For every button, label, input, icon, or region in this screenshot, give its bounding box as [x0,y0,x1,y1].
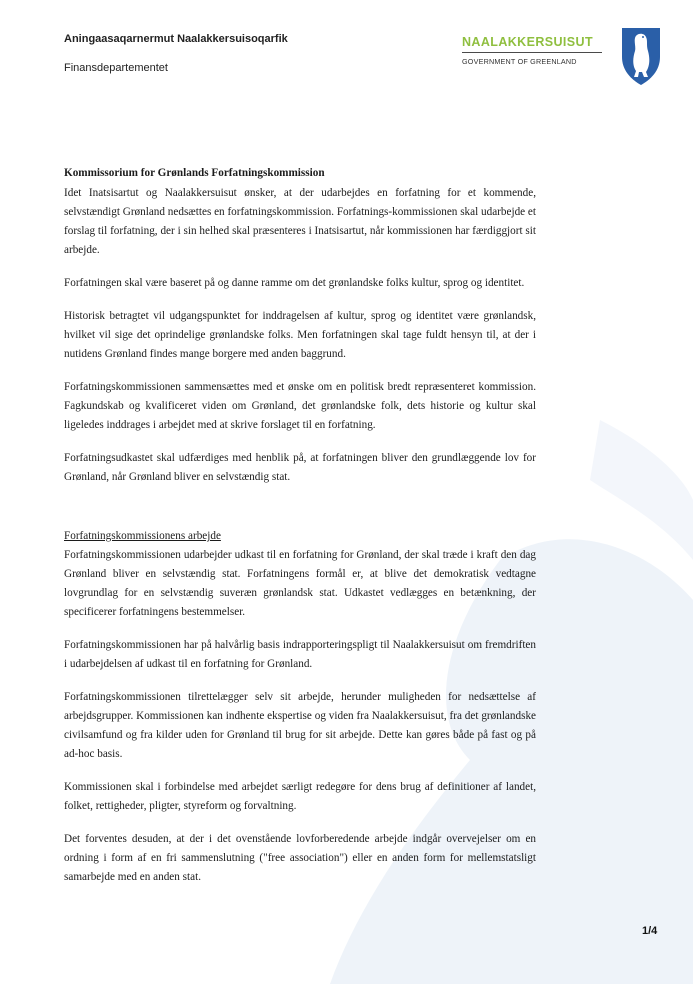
paragraph: Idet Inatsisartut og Naalakkersuisut ønsker, at der udarbejdes en forfatning for et kommende, selvstændigt Grønland nedsættes en forfatningskommission. Forfatnings-kommissionen skal udarbejde et forslag til forfatning, der i sin helhed skal præsenteres i Inatsisartut, når kommissionen har færdiggjort sit arbejde. [64,187,536,256]
paragraph: Forfatningsudkastet skal udfærdiges med henblik på, at forfatningen bliver den grundlæggende lov for Grønland, når Grønland bliver en selvstændig stat. [64,452,536,483]
paragraph: Forfatningskommissionen sammensættes med et ønske om en politisk bredt repræsenteret kommission. Fagkundskab og kvalificeret viden om Grønland, det grønlandske folk, dets historie og kultur skal ligeledes inddrages i arbejdet med at skrive forslaget til en forfatning. [64,381,536,431]
paragraph: Kommissionen skal i forbindelse med arbejdet særligt redegøre for dens brug af definitioner af landet, folket, rettigheder, pligter, styreform og forvaltning. [64,781,536,812]
paragraph: Historisk betragtet vil udgangspunktet for inddragelsen af kultur, sprog og identitet være grønlandsk, hvilket vil sige det oprindelige grønlandske folks. Men forfatningen skal tage fuldt hensyn til, at der i nutidens Grønland findes mange borgere med anden baggrund. [64,310,536,360]
paragraph: Forfatningskommissionen udarbejder udkast til en forfatning for Grønland, der skal træde i kraft den dag Grønland bliver en selvstændig stat. Forfatningens formål er, at blive det demokratisk vedtagne lovgrundlag for en selvstændig suveræn grønlandsk stat. Udkastet vedlægges en betænkning, der specificerer forfatningens bestemmelser. [64,549,536,618]
paragraph: Forfatningskommissionen tilrettelægger selv sit arbejde, herunder muligheden for nedsættelse af arbejdsgrupper. Kommissionen kan indhente ekspertise og viden fra Naalakkersuisut, fra det grønlandske civilsamfund og fra kilder uden for Grønland til brug for sit arbejde. Dette kan gøres både på fast og på ad-hoc basis. [64,691,536,760]
logo-subtitle: GOVERNMENT OF GREENLAND [462,57,577,66]
polar-bear-emblem-icon [616,25,666,87]
document-body [64,164,536,901]
department-name-danish: Finansdepartementet [64,62,168,74]
department-name-greenlandic: Aningaasaqarnermut Naalakkersuisoqarfik [64,33,288,45]
department-header [64,33,288,74]
paragraph: Det forventes desuden, at der i det ovenstående lovforberedende arbejde indgår overvejelser om en ordning i form af en fri sammenslutning ("free association") eller en anden form for mellemstatsligt samarbejde med en anden stat. [64,833,536,883]
section-heading: Forfatningskommissionens arbejde [64,530,221,542]
page-number: 1/4 [642,925,658,937]
document-title: Kommissorium for Grønlands Forfatningskommission [64,167,325,179]
logo-name: NAALAKKERSUISUT [462,35,593,49]
logo-divider [462,52,602,53]
paragraph: Forfatningen skal være baseret på og danne ramme om det grønlandske folks kultur, sprog og identitet. [64,277,525,289]
paragraph: Forfatningskommissionen har på halvårlig basis indrapporteringspligt til Naalakkersuisut om fremdriften i udarbejdelsen af udkast til en forfatning for Grønland. [64,639,536,670]
government-logo [462,35,602,66]
